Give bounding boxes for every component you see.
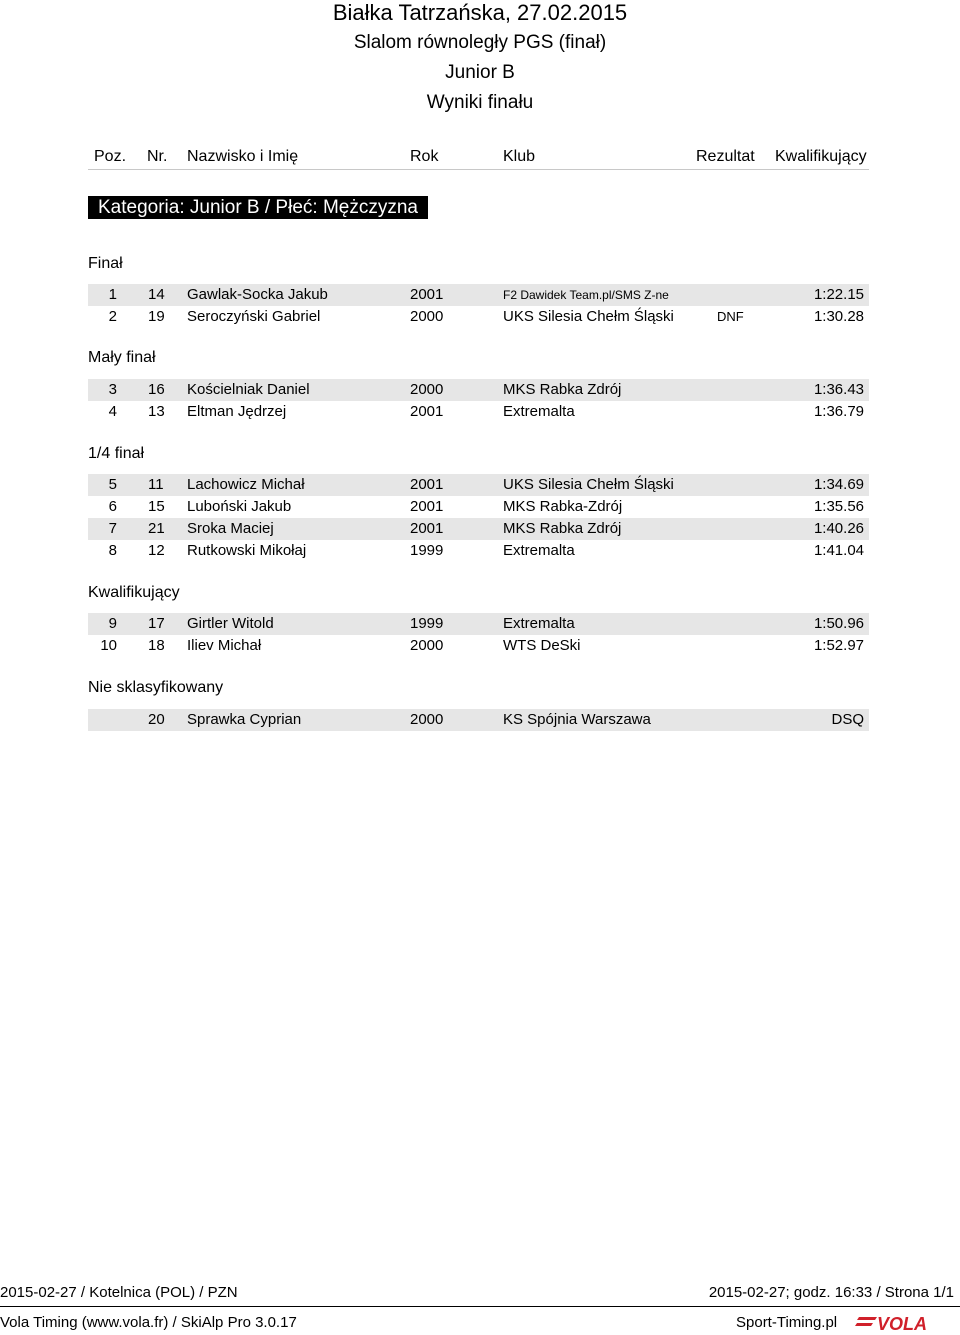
row-position: 5: [108, 476, 117, 493]
section-heading-quarter-final: 1/4 finał: [88, 445, 145, 462]
row-name: Seroczyński Gabriel: [187, 308, 321, 325]
column-header-name: Nazwisko i Imię: [187, 148, 299, 165]
row-club: F2 Dawidek Team.pl/SMS Z-ne: [503, 288, 669, 302]
row-result: 1:50.96: [813, 615, 864, 632]
row-bib: 14: [148, 286, 165, 303]
column-header-rok: Rok: [410, 148, 439, 165]
event-title: Slalom równoległy PGS (finał): [353, 32, 607, 53]
table-header: [88, 147, 869, 170]
row-name: Eltman Jędrzej: [187, 403, 287, 420]
category-bar: Kategoria: Junior B / Płeć: Mężczyzna: [88, 196, 428, 219]
row-result: 1:30.28: [813, 308, 864, 325]
table-row: [88, 306, 869, 328]
table-row: [88, 284, 869, 306]
row-position: 8: [108, 542, 117, 559]
row-bib: 17: [148, 615, 165, 632]
row-name: Lachowicz Michał: [187, 476, 305, 493]
row-result: 1:35.56: [813, 498, 864, 515]
vola-logo-text: VOLA: [877, 1314, 928, 1333]
section-heading-small-final: Mały finał: [88, 349, 156, 366]
row-bib: 16: [148, 381, 165, 398]
row-bib: 11: [148, 476, 164, 493]
row-position: 9: [108, 615, 117, 632]
table-row: [88, 401, 869, 423]
footer-meta: [0, 1284, 960, 1304]
row-year: 2001: [410, 498, 444, 515]
row-result: 1:41.04: [813, 542, 864, 559]
row-year: 2000: [410, 308, 444, 325]
row-name: Sroka Maciej: [187, 520, 274, 537]
footer-credits: [0, 1314, 960, 1334]
table-row: [88, 635, 869, 657]
vola-logo: [855, 1313, 955, 1333]
row-year: 2001: [410, 520, 444, 537]
category-title: Junior B: [445, 62, 515, 83]
section-heading-final: Finał: [88, 255, 123, 272]
row-position: 7: [108, 520, 117, 537]
row-club: MKS Rabka Zdrój: [503, 520, 622, 537]
results-subtitle: Wyniki finału: [426, 92, 534, 113]
row-position: 2: [108, 308, 117, 325]
footer-date-location: 2015-02-27 / Kotelnica (POL) / PZN: [0, 1284, 238, 1301]
row-result: 1:36.43: [813, 381, 864, 398]
row-status: DNF: [717, 309, 744, 324]
row-name: Gawlak-Socka Jakub: [187, 286, 328, 303]
table-row: [88, 709, 869, 731]
column-header-pos: Poz.: [94, 148, 127, 165]
row-bib: 19: [148, 308, 165, 325]
column-header-nr: Nr.: [147, 148, 168, 165]
row-position: 6: [108, 498, 117, 515]
row-club: KS Spójnia Warszawa: [503, 711, 651, 728]
row-bib: 20: [148, 711, 165, 728]
row-name: Luboński Jakub: [187, 498, 292, 515]
row-name: Kościelniak Daniel: [187, 381, 310, 398]
row-club: WTS DeSki: [503, 637, 581, 654]
row-result: 1:52.97: [813, 637, 864, 654]
row-club: Extremalta: [503, 542, 575, 559]
section-heading-qualifying: Kwalifikujący: [88, 584, 180, 601]
row-year: 2000: [410, 711, 444, 728]
row-club: UKS Silesia Chełm Śląski: [503, 476, 674, 493]
row-bib: 15: [148, 498, 165, 515]
footer-divider: [0, 1306, 960, 1307]
row-year: 1999: [410, 542, 444, 559]
row-name: Girtler Witold: [187, 615, 274, 632]
column-header-rezultat: Rezultat: [696, 148, 755, 165]
row-club: UKS Silesia Chełm Śląski: [503, 308, 674, 325]
row-name: Rutkowski Mikołaj: [187, 542, 307, 559]
row-result: 1:34.69: [813, 476, 864, 493]
row-club: Extremalta: [503, 403, 575, 420]
row-year: 2000: [410, 637, 444, 654]
column-header-kwalifikujacy: Kwalifikujący: [775, 148, 867, 165]
column-header-klub: Klub: [503, 148, 536, 165]
table-row: [88, 540, 869, 562]
row-position: 3: [108, 381, 117, 398]
row-bib: 18: [148, 637, 165, 654]
table-row: [88, 518, 869, 540]
row-position: 4: [108, 403, 117, 420]
row-position: 10: [100, 637, 117, 654]
row-year: 1999: [410, 615, 444, 632]
table-row: [88, 474, 869, 496]
row-club: MKS Rabka-Zdrój: [503, 498, 623, 515]
row-year: 2001: [410, 403, 444, 420]
footer-timing-provider: Sport-Timing.pl: [736, 1314, 838, 1331]
row-club: Extremalta: [503, 615, 575, 632]
row-year: 2001: [410, 476, 444, 493]
row-club: MKS Rabka Zdrój: [503, 381, 622, 398]
page-title: Białka Tatrzańska, 27.02.2015: [332, 0, 628, 25]
row-year: 2001: [410, 286, 444, 303]
table-row: [88, 496, 869, 518]
table-row: [88, 613, 869, 635]
row-bib: 12: [148, 542, 165, 559]
row-result: 1:36.79: [813, 403, 864, 420]
row-result: DSQ: [831, 711, 864, 728]
row-name: Sprawka Cyprian: [187, 711, 302, 728]
row-result: 1:40.26: [813, 520, 864, 537]
row-year: 2000: [410, 381, 444, 398]
table-row: [88, 379, 869, 401]
row-position: 1: [108, 286, 117, 303]
footer-software: Vola Timing (www.vola.fr) / SkiAlp Pro 3.0.17: [0, 1314, 297, 1331]
footer-timestamp-page: 2015-02-27; godz. 16:33 / Strona 1/1: [708, 1284, 954, 1301]
section-heading-unclassified: Nie sklasyfikowany: [88, 679, 224, 696]
row-bib: 21: [148, 520, 165, 537]
row-name: Iliev Michał: [187, 637, 262, 654]
row-result: 1:22.15: [813, 286, 864, 303]
row-bib: 13: [148, 403, 165, 420]
